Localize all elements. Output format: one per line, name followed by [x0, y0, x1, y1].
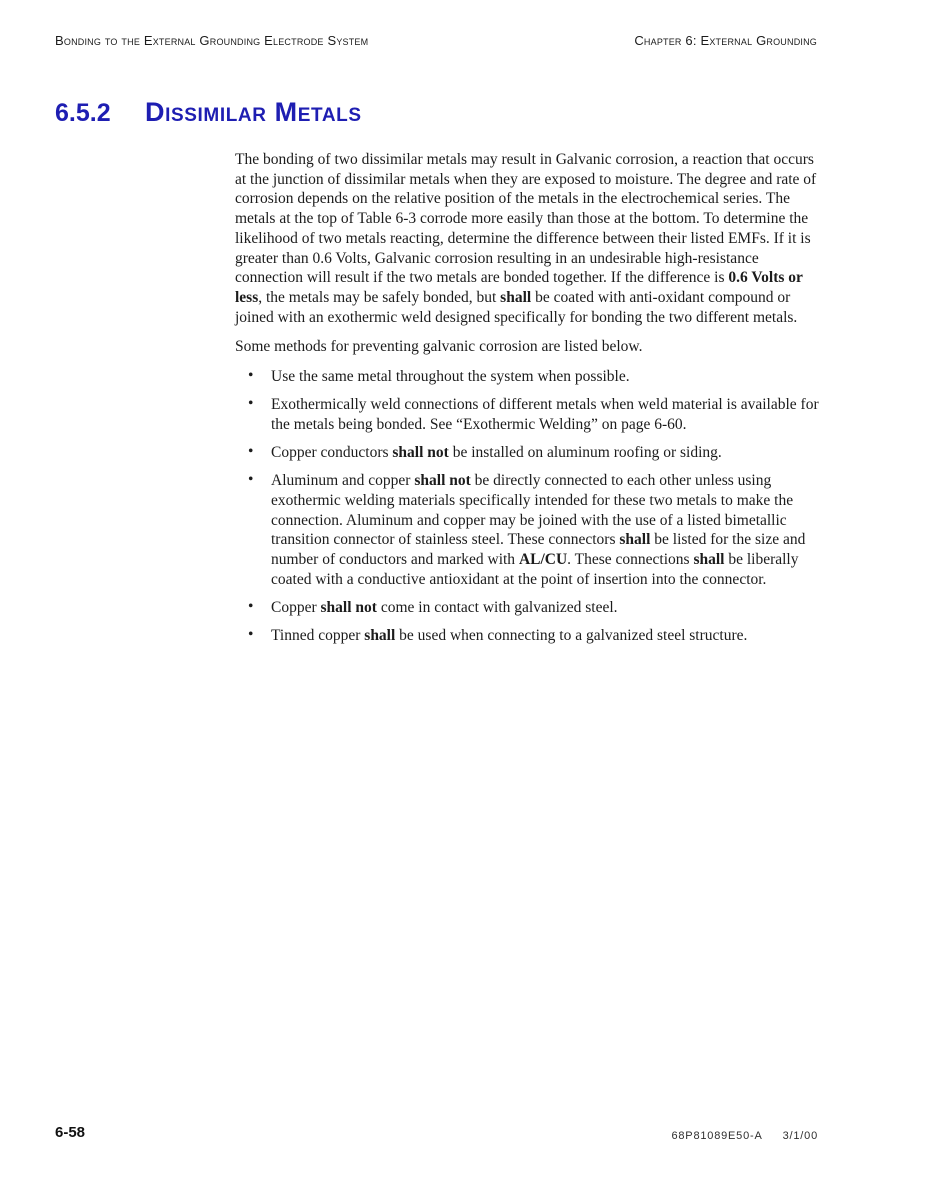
text-run: be coated with anti-oxidant compound or joined with an exothermic weld designed specifically for bonding the two different metals.: [235, 288, 798, 326]
bullet-text: [271, 396, 819, 433]
footer-doc-info: [671, 1130, 818, 1142]
text-run: The bonding of two dissimilar metals may result in Galvanic corrosion, a reaction that occurs at the junction of dissimilar metals when they are exposed to moisture. The degree and rate of corrosion depends on the relative position of the metals in the electrochemical series. The metals at the top of Table 6-3 corrode more easily than those at the bottom. To determine the likelihood of two metals reacting, determine the difference between their listed EMFs. If it is greater than 0.6 Volts, Galvanic corrosion resulting in an undesirable high-resistance connection will result if the two metals are bonded together. If the difference is: [235, 151, 817, 287]
text-run: Exothermically weld connections of different metals when weld material is available for the metals being bonded. See “Exothermic Welding” on page 6-60.: [271, 396, 819, 433]
text-run: Copper conductors: [271, 444, 393, 462]
text-run: Use the same metal throughout the system when possible.: [271, 368, 630, 386]
intro-paragraph: [235, 150, 819, 327]
text-run: Aluminum and copper: [271, 472, 415, 490]
running-header-right: Chapter 6: External Grounding: [634, 33, 817, 48]
text-run: . These connections: [567, 551, 694, 569]
footer-date: 3/1/00: [782, 1130, 818, 1142]
bold-text-run: shall: [500, 288, 532, 306]
section-heading: [55, 97, 362, 128]
bullet-text: [271, 627, 747, 644]
body-content: [235, 150, 819, 654]
bold-text-run: shall not: [320, 599, 377, 617]
list-item: [235, 443, 819, 463]
bullet-text: [271, 472, 805, 588]
running-header-left: Bonding to the External Grounding Electrode System: [55, 33, 369, 48]
bold-text-run: shall: [619, 531, 651, 549]
list-item: [235, 598, 819, 618]
bullet-text: [271, 444, 722, 461]
methods-list: [235, 367, 819, 646]
text-run: be listed for the size and number of conductors and marked with: [271, 531, 806, 569]
list-item: [235, 367, 819, 387]
section-title: Dissimilar Metals: [145, 97, 362, 127]
bold-text-run: shall: [693, 551, 725, 569]
bold-text-run: shall not: [414, 472, 471, 490]
bullet-text: [271, 599, 618, 616]
bold-text-run: shall: [364, 627, 396, 645]
footer-doc-number: 68P81089E50-A: [671, 1130, 763, 1142]
list-item: [235, 626, 819, 646]
bullet-icon: •: [248, 367, 254, 385]
text-run: Copper: [271, 599, 321, 617]
bullet-icon: •: [248, 443, 254, 461]
text-run: be used when connecting to a galvanized steel structure.: [395, 627, 748, 645]
running-header: [55, 33, 817, 48]
list-item: [235, 471, 819, 589]
text-run: come in contact with galvanized steel.: [376, 599, 618, 617]
footer-page-number: 6-58: [55, 1124, 86, 1141]
text-run: Tinned copper: [271, 627, 365, 645]
methods-intro-paragraph: Some methods for preventing galvanic corrosion are listed below.: [235, 338, 643, 356]
text-run: be directly connected to each other unless using exothermic welding materials specifically intended for these two metals to make the connection. Aluminum and copper may be joined with the use of a listed bimetallic transition connector of stainless steel. These connectors: [271, 472, 794, 549]
text-run: be liberally coated with a conductive antioxidant at the point of insertion into the connector.: [271, 551, 799, 588]
bold-text-run: shall not: [392, 444, 449, 462]
text-run: , the metals may be safely bonded, but: [258, 288, 501, 306]
bullet-icon: •: [248, 395, 254, 413]
bullet-icon: •: [248, 598, 254, 616]
bold-text-run: 0.6 Volts or less: [235, 269, 803, 306]
text-run: be installed on aluminum roofing or siding.: [448, 444, 722, 462]
list-item: [235, 395, 819, 434]
bullet-text: [271, 368, 630, 385]
bullet-icon: •: [248, 626, 254, 644]
bold-text-run: AL/CU: [518, 551, 568, 569]
section-number: 6.5.2: [55, 99, 111, 127]
bullet-icon: •: [248, 471, 254, 489]
